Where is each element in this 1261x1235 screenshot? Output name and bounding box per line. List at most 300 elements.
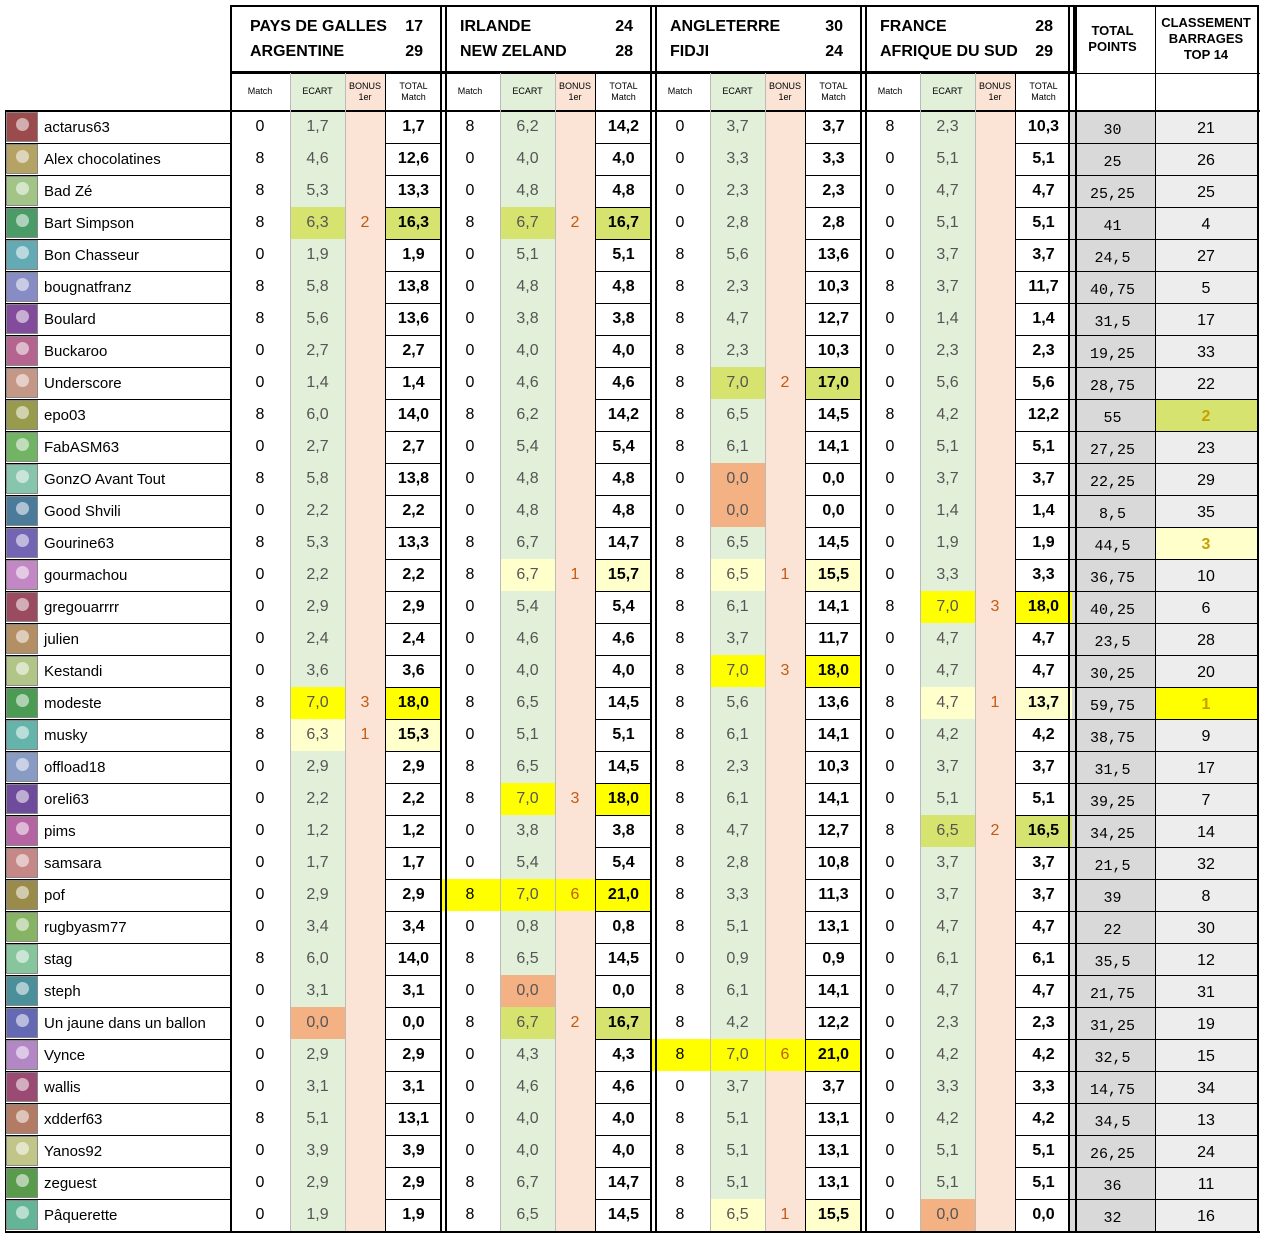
ecart-value: 0,0 [516,982,539,999]
row-divider-total [805,719,862,720]
ecart-value: 3,7 [726,630,749,647]
total-match: 3,1 [402,1078,425,1095]
row-divider-total [595,495,652,496]
ecart-value: 4,6 [306,150,329,167]
bonus-value [975,1103,1015,1135]
bonus-value [765,1135,805,1167]
total-match: 0,0 [612,982,635,999]
bonus-value [345,943,385,975]
match-points: 0 [255,1014,265,1031]
row-divider-names [5,1167,230,1168]
row-divider-total [805,559,862,560]
match-points: 0 [885,374,895,391]
total-match: 12,2 [1027,406,1060,423]
row-divider-total [1015,1135,1072,1136]
subheader-text: BONUS [558,80,591,91]
row-divider-total [805,879,862,880]
ecart-value: 6,1 [726,982,749,999]
match-points: 0 [255,758,265,775]
row-divider-summary [1070,1071,1257,1072]
ecart-value: 3,7 [936,758,959,775]
bonus-value: 2 [570,1014,580,1031]
total-match: 13,1 [817,918,850,935]
match-points: 8 [885,822,895,839]
row-divider-total [385,655,442,656]
player-name: samsara [44,854,102,872]
total-match: 0,0 [822,502,845,519]
match-points: 8 [675,1174,685,1191]
total-match: 2,9 [402,758,425,775]
match-points: 0 [465,726,475,743]
row-divider-total [385,463,442,464]
bonus-value [765,463,805,495]
bonus-value [555,175,595,207]
row-divider-names [5,527,230,528]
match-points: 0 [465,246,475,263]
grid-vline [5,111,6,1231]
match-points: 8 [465,790,475,807]
ecart-value: 6,7 [516,214,539,231]
ecart-value: 2,8 [726,214,749,231]
ecart-value: 7,0 [306,694,329,711]
bonus-value [765,271,805,303]
row-divider-total [1015,559,1072,560]
total-match: 11,3 [818,886,849,903]
bonus-value [765,1007,805,1039]
ecart-value: 0,0 [306,1014,329,1031]
ecart-value: 2,9 [306,598,329,615]
ecart-value: 5,1 [516,726,539,743]
row-divider-names [5,431,230,432]
avatar-head [16,406,29,419]
match-points: 8 [675,1142,685,1159]
total-match: 4,2 [1032,1046,1055,1063]
match-points: 0 [675,214,685,231]
total-match: 4,0 [612,662,635,679]
total-match: 5,1 [1032,214,1055,231]
grid-vline [920,73,921,1231]
row-divider-total [595,591,652,592]
total-match: 14,5 [817,534,850,551]
avatar-head [16,1206,29,1219]
classement-rank: 9 [1201,728,1211,745]
bonus-value [555,1199,595,1231]
match-points: 8 [675,982,685,999]
total-match: 2,9 [402,598,425,615]
ecart-value: 5,1 [726,1174,749,1191]
total-points: 30,25 [1089,665,1135,683]
total-match: 14,1 [817,598,850,615]
bonus-value [975,655,1015,687]
bonus-value [975,527,1015,559]
total-match: 1,4 [1032,502,1055,519]
row-divider-summary [1070,879,1257,880]
player-name: modeste [44,694,102,712]
bonus-value [975,431,1015,463]
total-points: 35,5 [1094,953,1131,971]
total-match: 5,4 [612,598,635,615]
match-points: 8 [255,150,265,167]
ecart-value: 4,2 [936,1046,959,1063]
row-divider-summary [1070,783,1257,784]
row-divider-summary [1070,271,1257,272]
total-points: 31,5 [1094,313,1131,331]
ecart-value: 4,6 [516,374,539,391]
match-points: 0 [465,182,475,199]
avatar [6,784,38,814]
total-match: 2,3 [1032,342,1055,359]
row-divider-total [385,751,442,752]
row-divider-total [595,1103,652,1104]
match-points: 8 [465,758,475,775]
total-points: 39,25 [1089,793,1135,811]
total-match: 5,1 [612,246,635,263]
match-points: 0 [465,150,475,167]
match-points: 0 [885,246,895,263]
ecart-value: 3,6 [306,662,329,679]
match-points: 0 [465,918,475,935]
match-points: 0 [885,182,895,199]
bonus-value [345,1007,385,1039]
match-points: 8 [255,726,265,743]
avatar-head [16,214,29,227]
ecart-value: 5,6 [306,310,329,327]
total-match: 10,8 [817,854,850,871]
total-match: 14,1 [817,790,850,807]
total-match: 14,7 [607,534,640,551]
row-divider-total [1015,527,1072,528]
ecart-value: 4,7 [936,982,959,999]
avatar [6,1072,38,1102]
row-divider-total [595,1199,652,1200]
row-divider-total [1015,911,1072,912]
total-match: 2,9 [402,1174,425,1191]
avatar [6,272,38,302]
classement-rank: 3 [1201,536,1211,553]
subheader-text: BONUS [348,80,381,91]
avatar-head [16,534,29,547]
bonus-value [975,303,1015,335]
bonus-value [765,527,805,559]
classement-rank: 12 [1197,952,1215,969]
match-line-1 [652,14,863,39]
row-divider-names [5,239,230,240]
row-divider-total [385,1199,442,1200]
classement-rank: 13 [1197,1112,1215,1129]
player-name: Underscore [44,374,122,392]
total-match: 16,7 [607,1014,640,1031]
row-divider-total [1015,1007,1072,1008]
ecart-value: 6,3 [306,214,329,231]
match-points: 0 [465,438,475,455]
total-points: 32 [1103,1209,1122,1227]
bonus-value [345,559,385,591]
match-points: 0 [675,950,685,967]
match-points: 8 [675,534,685,551]
total-match: 4,8 [612,470,635,487]
team2-name: NEW ZELAND [460,43,567,60]
match-points: 8 [675,374,685,391]
total-points: 30 [1103,121,1122,139]
row-divider-total [805,463,862,464]
match-points: 8 [465,886,475,903]
total-match: 1,4 [1032,310,1055,327]
match-line-2 [652,39,863,64]
ecart-value: 6,1 [726,598,749,615]
ecart-value: 7,0 [516,790,539,807]
classement-rank: 29 [1197,472,1215,489]
bonus-value [345,975,385,1007]
grid-vline [975,73,976,1231]
total-match: 5,1 [1032,150,1055,167]
ecart-value: 5,1 [726,1110,749,1127]
player-name: xdderf63 [44,1110,103,1128]
grid-vline [650,5,652,1231]
bonus-value [975,111,1015,143]
avatar-head [16,662,29,675]
avatar-head [16,982,29,995]
row-divider-names [5,911,230,912]
bonus-value [975,239,1015,271]
ecart-value: 5,3 [306,182,329,199]
total-match: 5,1 [1032,1142,1055,1159]
bonus-value [975,399,1015,431]
total-match: 4,7 [1032,182,1055,199]
ecart-value: 2,3 [936,118,959,135]
total-match: 10,3 [817,758,850,775]
bonus-value [555,399,595,431]
avatar-head [16,1142,29,1155]
ecart-value: 3,8 [516,822,539,839]
subheader-text: 1er [778,91,792,102]
row-divider-summary [1070,431,1257,432]
total-match: 10,3 [817,278,850,295]
subheader-text: Match [247,86,273,96]
match-points: 0 [885,1174,895,1191]
avatar [6,528,38,558]
match-points: 8 [675,310,685,327]
row-divider-total [595,1039,652,1040]
row-divider-names [5,623,230,624]
bonus-value [555,1103,595,1135]
row-divider-total [385,527,442,528]
avatar-head [16,470,29,483]
total-match: 3,7 [1032,470,1055,487]
total-match: 14,5 [607,950,640,967]
total-points: 44,5 [1094,537,1131,555]
ecart-value: 5,4 [516,438,539,455]
avatar-head [16,886,29,899]
total-match: 18,0 [1027,598,1060,615]
subheader-text: Match [1031,91,1056,102]
bonus-value [555,143,595,175]
grid-hline [5,1231,1260,1233]
grid-vline [1257,5,1259,1231]
match-header [650,5,865,73]
row-divider-summary [1070,463,1257,464]
bonus-value [345,111,385,143]
total-points: 38,75 [1089,729,1135,747]
row-divider-total [595,1135,652,1136]
player-name: gourmachou [44,566,128,584]
classement-rank: 4 [1201,216,1211,233]
total-match: 4,6 [612,1078,635,1095]
total-match: 13,1 [817,1174,850,1191]
match-points: 0 [255,982,265,999]
ecart-value: 4,0 [516,1142,539,1159]
avatar-head [16,182,29,195]
subheader-match [440,73,500,110]
subheader-text: ECART [932,86,963,96]
player-name: Gourine63 [44,534,115,552]
avatar-head [16,1174,29,1187]
avatar [6,592,38,622]
bonus-value [555,1167,595,1199]
ecart-value: 6,1 [726,790,749,807]
bonus-value [345,271,385,303]
match-points: 0 [255,598,265,615]
total-match: 2,2 [402,790,425,807]
subheader-total [1015,73,1072,110]
subheader-text: Match [667,86,693,96]
avatar-head [16,598,29,611]
avatar [6,1104,38,1134]
ecart-value: 0,0 [936,1206,959,1223]
bonus-value [345,751,385,783]
bonus-value [555,271,595,303]
classement-rank: 15 [1197,1048,1215,1065]
team1-name: PAYS DE GALLES [250,18,387,35]
ecart-value: 2,9 [306,758,329,775]
match-points: 0 [885,1014,895,1031]
classement-rank: 21 [1197,120,1215,137]
total-match: 12,7 [817,310,850,327]
row-divider-total [595,1007,652,1008]
subheader-text: 1er [988,91,1002,102]
bonus-value [975,559,1015,591]
player-name: offload18 [44,758,106,776]
classement-rank: 25 [1197,184,1215,201]
bonus-value [765,591,805,623]
total-match: 3,6 [402,662,425,679]
player-name: Good Shvili [44,502,121,520]
row-divider-names [5,1135,230,1136]
bonus-value [765,111,805,143]
match-points: 0 [255,438,265,455]
match-points: 0 [465,982,475,999]
bonus-value [765,1071,805,1103]
player-name: Bad Zé [44,182,93,200]
row-divider-total [1015,1199,1072,1200]
ecart-value: 6,1 [936,950,959,967]
grid-vline [1068,5,1070,1231]
total-match: 5,1 [612,726,635,743]
bonus-value [765,207,805,239]
team2-name: FIDJI [670,43,710,60]
bonus-value [975,495,1015,527]
row-divider-total [595,1167,652,1168]
total-match: 0,0 [822,470,845,487]
total-points: 32,5 [1094,1049,1131,1067]
row-divider-total [595,335,652,336]
total-points: 36,75 [1089,569,1135,587]
match-points: 0 [465,342,475,359]
bonus-value [765,815,805,847]
row-divider-total [595,239,652,240]
ecart-value: 4,7 [936,662,959,679]
ecart-value: 3,7 [726,118,749,135]
total-match: 15,5 [817,1206,850,1223]
total-match: 13,1 [817,1110,850,1127]
bonus-value [555,303,595,335]
bonus-value [555,1135,595,1167]
match-points: 0 [885,630,895,647]
ecart-value: 1,9 [306,1206,329,1223]
total-match: 3,8 [612,822,635,839]
total-match: 5,1 [1032,790,1055,807]
ecart-value: 3,1 [306,1078,329,1095]
match-points: 0 [255,886,265,903]
match-points: 8 [465,566,475,583]
row-divider-summary [1070,1007,1257,1008]
avatar [6,624,38,654]
classement-rank: 14 [1197,824,1215,841]
row-divider-total [805,303,862,304]
total-match: 3,7 [1032,246,1055,263]
match-points: 0 [465,310,475,327]
avatar-head [16,118,29,131]
ecart-value: 7,0 [726,1046,749,1063]
total-match: 13,8 [397,470,430,487]
grid-vline [595,73,596,1231]
bonus-value [975,943,1015,975]
row-divider-summary [1070,495,1257,496]
avatar-head [16,790,29,803]
match-points: 8 [465,950,475,967]
avatar [6,432,38,462]
row-divider-total [805,271,862,272]
row-divider-summary [1070,1039,1257,1040]
bonus-value [975,719,1015,751]
bonus-value [555,495,595,527]
match-points: 0 [885,566,895,583]
match-points: 0 [885,502,895,519]
total-points: 34,25 [1089,825,1135,843]
row-divider-names [5,815,230,816]
ecart-value: 0,8 [516,918,539,935]
match-points: 8 [465,406,475,423]
row-divider-total [1015,463,1072,464]
match-line-2 [442,39,653,64]
match-points: 0 [465,662,475,679]
player-name: musky [44,726,88,744]
row-divider-total [805,847,862,848]
match-points: 0 [885,342,895,359]
match-points: 8 [675,278,685,295]
row-divider-names [5,719,230,720]
total-match: 17,0 [817,374,850,391]
avatar-head [16,758,29,771]
row-divider-total [805,1135,862,1136]
total-match: 5,1 [1032,1174,1055,1191]
bonus-value: 6 [780,1046,790,1063]
row-divider-total [385,623,442,624]
total-match: 4,8 [612,278,635,295]
ecart-value: 3,7 [936,854,959,871]
avatar-head [16,278,29,291]
row-divider-total [385,303,442,304]
row-divider-summary [1070,303,1257,304]
